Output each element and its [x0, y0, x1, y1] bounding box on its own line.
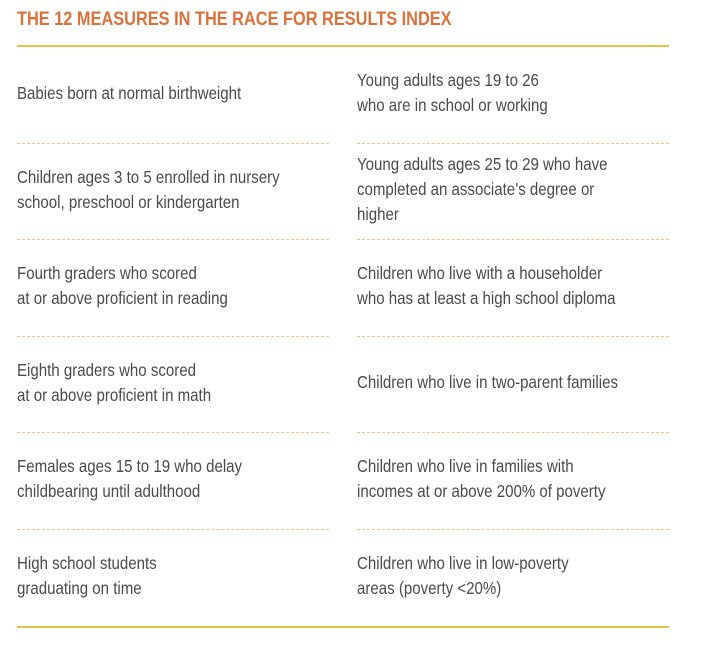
page-title: THE 12 MEASURES IN THE RACE FOR RESULTS INDEX — [17, 9, 452, 30]
measure-label: Females ages 15 to 19 who delay childbearing until adulthood — [17, 456, 243, 502]
bottom-rule — [17, 626, 669, 628]
measure-label: Eighth graders who scored at or above proficient in math — [17, 359, 212, 405]
measure-cell — [17, 47, 329, 144]
measure-cell — [357, 240, 669, 337]
measure-cell — [357, 433, 669, 530]
measure-label: Fourth graders who scored at or above proficient in reading — [17, 263, 228, 309]
measure-label: Children who live in two-parent families — [357, 372, 618, 393]
measure-label: Children ages 3 to 5 enrolled in nursery school, preschool or kindergarten — [17, 166, 280, 212]
measure-cell — [17, 144, 329, 241]
measure-cell — [357, 530, 669, 627]
measure-label: Young adults ages 25 to 29 who have completed an associate’s degree or higher — [357, 154, 608, 225]
measure-label: High school students graduating on time — [17, 553, 157, 599]
measure-label: Children who live in families with incomes at or above 200% of poverty — [357, 456, 606, 502]
measure-label: Young adults ages 19 to 26 who are in school or working — [357, 70, 548, 116]
measure-label: Children who live in low-poverty areas (poverty <20%) — [357, 553, 569, 599]
measure-label: Children who live with a householder who has at least a high school diploma — [357, 263, 616, 309]
measure-cell — [17, 337, 329, 434]
measure-label: Babies born at normal birthweight — [17, 82, 242, 103]
measure-cell — [17, 530, 329, 627]
measure-cell — [357, 337, 669, 434]
measures-grid — [17, 47, 669, 626]
measure-cell — [17, 433, 329, 530]
measure-cell — [357, 47, 669, 144]
measure-cell — [357, 144, 669, 241]
measure-cell — [17, 240, 329, 337]
